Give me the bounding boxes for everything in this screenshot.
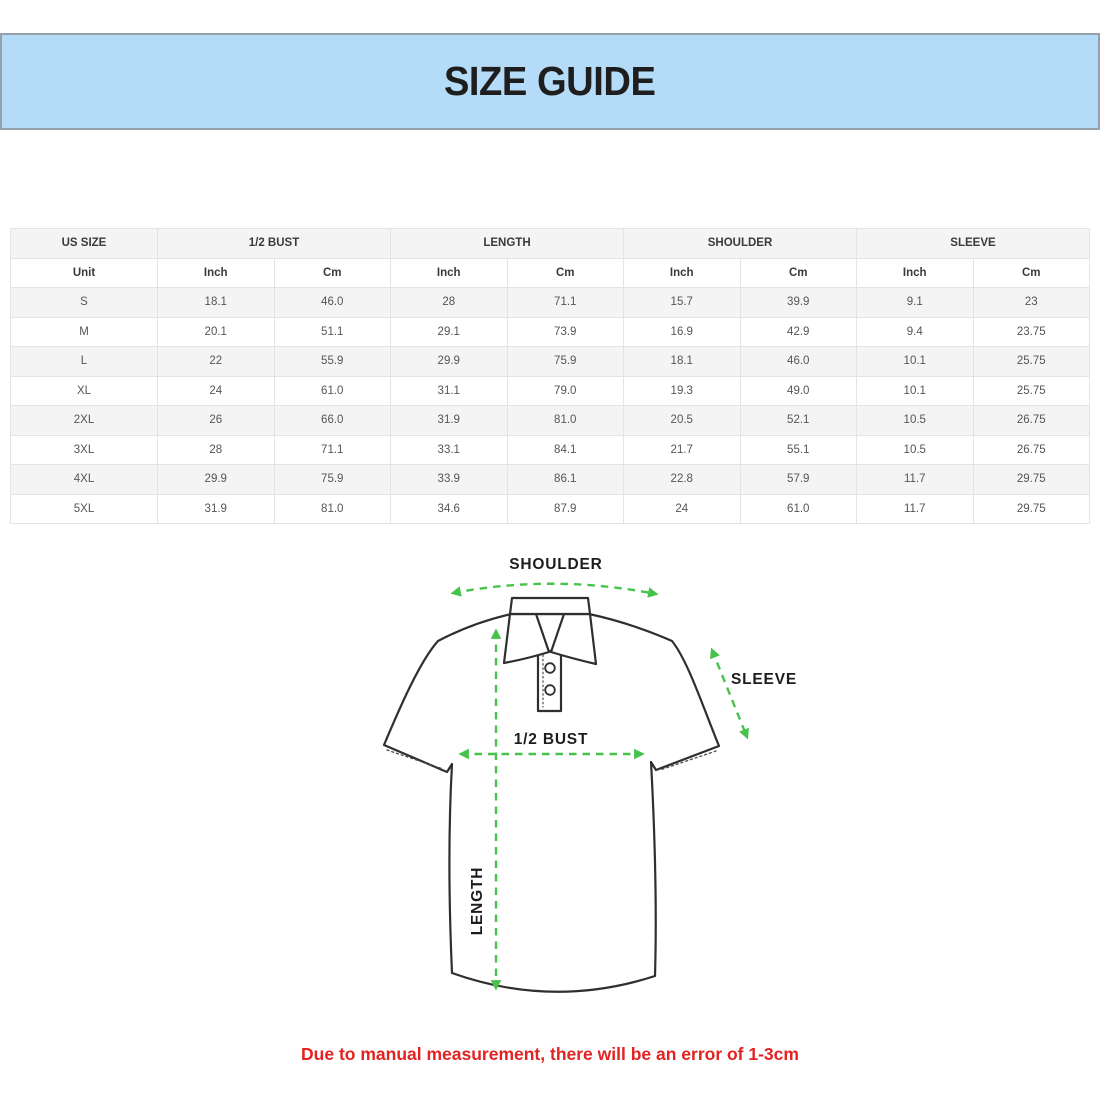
table-row (11, 288, 1090, 318)
value-cell: 55.1 (740, 435, 857, 465)
value-cell: 11.7 (857, 494, 974, 524)
value-cell: 55.9 (274, 347, 391, 377)
value-cell: 61.0 (274, 376, 391, 406)
table-row (11, 465, 1090, 495)
shoulder-label: SHOULDER (509, 556, 603, 573)
header-shoulder: SHOULDER (624, 229, 857, 259)
value-cell: 84.1 (507, 435, 624, 465)
value-cell: 51.1 (274, 317, 391, 347)
value-cell: 42.9 (740, 317, 857, 347)
value-cell: 18.1 (624, 347, 741, 377)
value-cell: 10.1 (857, 376, 974, 406)
value-cell: 11.7 (857, 465, 974, 495)
column-group-row (11, 229, 1090, 259)
bust-label: 1/2 BUST (513, 731, 589, 748)
value-cell: 20.1 (158, 317, 275, 347)
unit-cm: Cm (973, 258, 1090, 288)
value-cell: 71.1 (274, 435, 391, 465)
table-row (11, 435, 1090, 465)
value-cell: 46.0 (740, 347, 857, 377)
header-length: LENGTH (391, 229, 624, 259)
measurement-note: Due to manual measurement, there will be an error of 1-3cm (301, 1044, 799, 1064)
value-cell: 86.1 (507, 465, 624, 495)
value-cell: 9.4 (857, 317, 974, 347)
value-cell: 26.75 (973, 435, 1090, 465)
value-cell: 39.9 (740, 288, 857, 318)
unit-inch: Inch (158, 258, 275, 288)
value-cell: 25.75 (973, 376, 1090, 406)
value-cell: 87.9 (507, 494, 624, 524)
value-cell: 75.9 (507, 347, 624, 377)
shoulder-arrow (453, 584, 656, 594)
unit-cm: Cm (740, 258, 857, 288)
length-label: LENGTH (469, 866, 486, 936)
sleeve-arrow (712, 650, 747, 737)
unit-label: Unit (11, 258, 158, 288)
value-cell: 18.1 (158, 288, 275, 318)
value-cell: 22.8 (624, 465, 741, 495)
table-row (11, 376, 1090, 406)
page-title: SIZE GUIDE (444, 58, 656, 104)
value-cell: 29.1 (391, 317, 508, 347)
value-cell: 10.5 (857, 435, 974, 465)
size-cell: 2XL (11, 406, 158, 436)
table-row (11, 406, 1090, 436)
size-cell: 5XL (11, 494, 158, 524)
size-table-head (11, 229, 1090, 288)
size-cell: M (11, 317, 158, 347)
value-cell: 81.0 (507, 406, 624, 436)
value-cell: 21.7 (624, 435, 741, 465)
value-cell: 46.0 (274, 288, 391, 318)
sleeve-label: SLEEVE (731, 671, 797, 688)
value-cell: 33.1 (391, 435, 508, 465)
value-cell: 28 (158, 435, 275, 465)
value-cell: 24 (624, 494, 741, 524)
header-sleeve: SLEEVE (857, 229, 1090, 259)
value-cell: 33.9 (391, 465, 508, 495)
value-cell: 29.75 (973, 494, 1090, 524)
value-cell: 79.0 (507, 376, 624, 406)
value-cell: 61.0 (740, 494, 857, 524)
value-cell: 23 (973, 288, 1090, 318)
value-cell: 10.1 (857, 347, 974, 377)
size-table (10, 228, 1090, 524)
value-cell: 49.0 (740, 376, 857, 406)
unit-inch: Inch (624, 258, 741, 288)
size-cell: S (11, 288, 158, 318)
value-cell: 15.7 (624, 288, 741, 318)
size-guide-banner (0, 33, 1100, 130)
value-cell: 9.1 (857, 288, 974, 318)
size-cell: L (11, 347, 158, 377)
value-cell: 71.1 (507, 288, 624, 318)
size-cell: 4XL (11, 465, 158, 495)
unit-inch: Inch (857, 258, 974, 288)
table-row (11, 347, 1090, 377)
polo-shirt-drawing (384, 598, 719, 992)
value-cell: 28 (391, 288, 508, 318)
shirt-button (545, 685, 555, 695)
value-cell: 26.75 (973, 406, 1090, 436)
value-cell: 19.3 (624, 376, 741, 406)
shirt-button (545, 663, 555, 673)
value-cell: 24 (158, 376, 275, 406)
unit-inch: Inch (391, 258, 508, 288)
value-cell: 25.75 (973, 347, 1090, 377)
collar-band (510, 598, 590, 614)
value-cell: 16.9 (624, 317, 741, 347)
value-cell: 31.9 (391, 406, 508, 436)
value-cell: 29.75 (973, 465, 1090, 495)
table-row (11, 494, 1090, 524)
header-half-bust: 1/2 BUST (158, 229, 391, 259)
value-cell: 73.9 (507, 317, 624, 347)
header-us-size: US SIZE (11, 229, 158, 259)
table-row (11, 317, 1090, 347)
value-cell: 81.0 (274, 494, 391, 524)
value-cell: 29.9 (391, 347, 508, 377)
unit-row (11, 258, 1090, 288)
value-cell: 26 (158, 406, 275, 436)
shirt-placket (538, 651, 561, 711)
value-cell: 34.6 (391, 494, 508, 524)
unit-cm: Cm (507, 258, 624, 288)
value-cell: 10.5 (857, 406, 974, 436)
value-cell: 23.75 (973, 317, 1090, 347)
shirt-measurement-diagram (360, 545, 820, 1035)
value-cell: 31.1 (391, 376, 508, 406)
value-cell: 29.9 (158, 465, 275, 495)
unit-cm: Cm (274, 258, 391, 288)
value-cell: 31.9 (158, 494, 275, 524)
value-cell: 20.5 (624, 406, 741, 436)
size-cell: XL (11, 376, 158, 406)
value-cell: 57.9 (740, 465, 857, 495)
size-cell: 3XL (11, 435, 158, 465)
value-cell: 66.0 (274, 406, 391, 436)
value-cell: 52.1 (740, 406, 857, 436)
value-cell: 75.9 (274, 465, 391, 495)
value-cell: 22 (158, 347, 275, 377)
size-table-body (11, 288, 1090, 524)
